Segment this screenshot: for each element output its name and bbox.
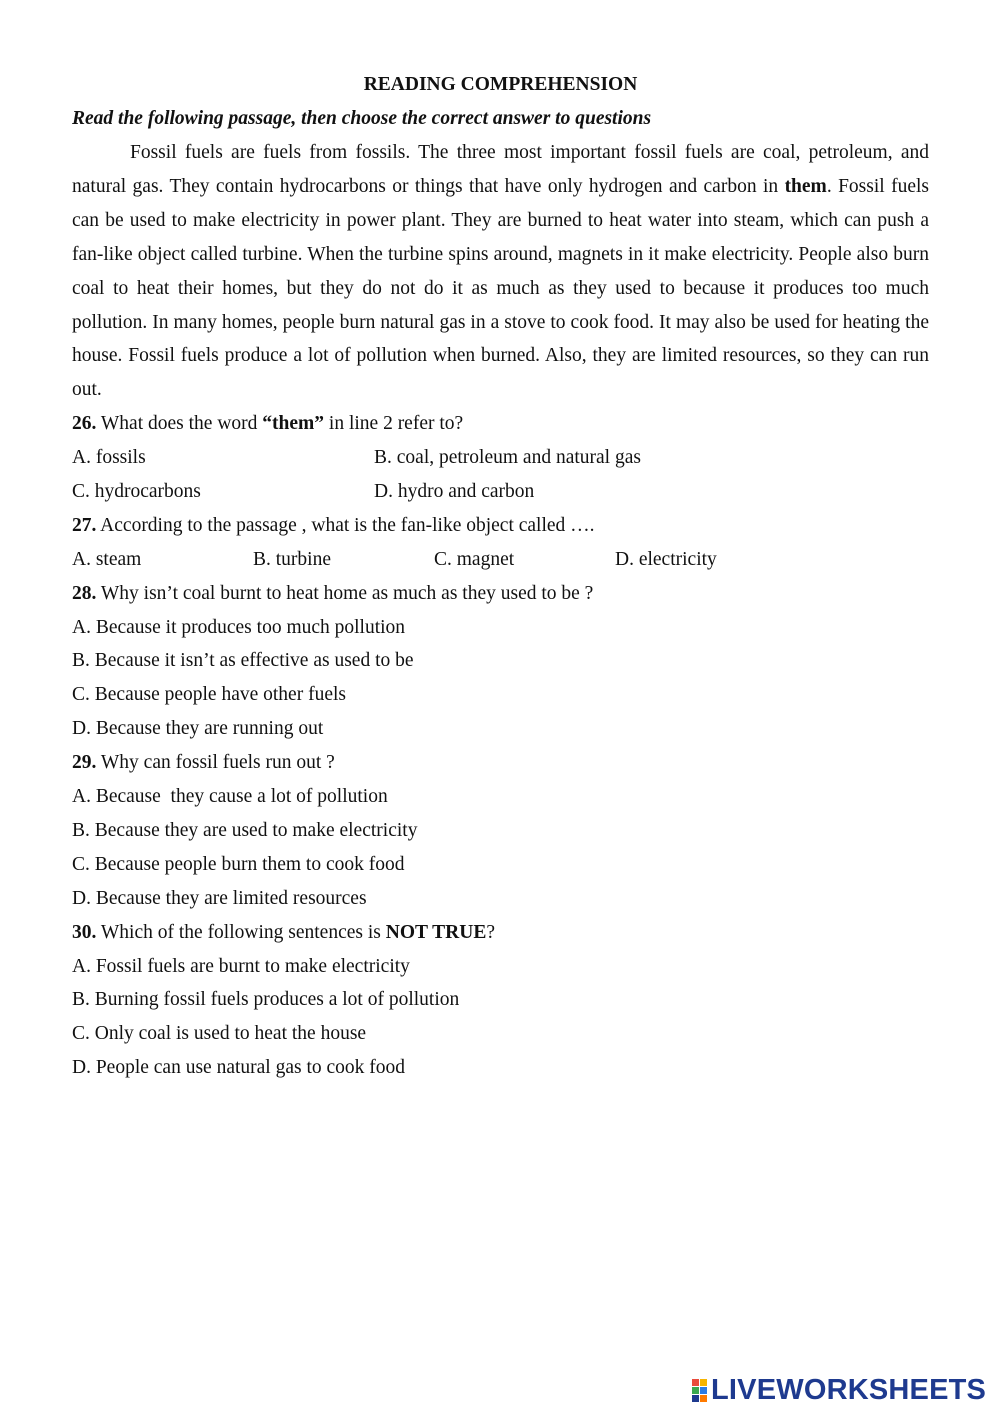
logo-square <box>692 1387 699 1394</box>
logo-square <box>700 1379 707 1386</box>
liveworksheets-logo[interactable] <box>692 1374 986 1406</box>
question-number: 27. <box>72 514 97 536</box>
q26-option-d[interactable]: D. hydro and carbon <box>374 481 535 503</box>
question-text: Why isn’t coal burnt to heat home as much as they used to be ? <box>96 582 594 604</box>
q29-option-a[interactable]: A. Because they cause a lot of pollution <box>72 786 388 808</box>
q30-option-d[interactable]: D. People can use natural gas to cook food <box>72 1057 406 1079</box>
q26-option-b[interactable]: B. coal, petroleum and natural gas <box>374 447 641 469</box>
logo-text: LIVEWORKSHEETS <box>711 1373 987 1406</box>
logo-square <box>700 1395 707 1402</box>
question-29 <box>72 746 929 780</box>
q29-option-d[interactable]: D. Because they are limited resources <box>72 887 367 909</box>
question-27 <box>72 509 929 543</box>
q27-options-row <box>72 543 929 577</box>
q28-option-b[interactable]: B. Because it isn’t as effective as used to be <box>72 650 414 672</box>
q30-option-b[interactable]: B. Burning fossil fuels produces a lot of pollution <box>72 989 460 1011</box>
q29-option-b[interactable]: B. Because they are used to make electricity <box>72 819 418 841</box>
question-30 <box>72 916 929 950</box>
question-number: 30. <box>72 921 97 943</box>
question-text: What does the word <box>96 413 263 435</box>
q28-option-a[interactable]: A. Because it produces too much pollution <box>72 616 406 638</box>
question-number: 26. <box>72 413 97 435</box>
question-text: According to the passage , what is the fan-like object called …. <box>96 514 595 536</box>
question-text: in line 2 refer to? <box>324 413 464 435</box>
q26-options-row-1 <box>72 441 929 475</box>
q27-option-d[interactable]: D. electricity <box>615 548 717 570</box>
q26-option-a[interactable]: A. fossils <box>72 447 146 469</box>
question-bold-text: NOT TRUE <box>385 921 487 943</box>
logo-square <box>692 1395 699 1402</box>
question-text: Why can fossil fuels run out ? <box>96 752 335 774</box>
q28-option-c[interactable]: C. Because people have other fuels <box>72 684 346 706</box>
question-bold-text: “them” <box>262 413 325 435</box>
q28-option-d[interactable]: D. Because they are running out <box>72 718 324 740</box>
q26-options-row-2 <box>72 475 929 509</box>
passage-bold-word: them <box>784 175 827 197</box>
reading-passage <box>72 136 929 407</box>
worksheet-page <box>72 68 929 1085</box>
passage-text-1: Fossil fuels are fuels from fossils. The three most important fossil fuels are coal, petroleum, and natural gas. They contain hydrocarbons or things that have only hydrogen and carbon in <box>72 142 929 197</box>
q29-option-c[interactable]: C. Because people burn them to cook food <box>72 853 405 875</box>
question-text: Which of the following sentences is <box>96 921 386 943</box>
q26-option-c[interactable]: C. hydrocarbons <box>72 481 201 503</box>
instruction: Read the following passage, then choose the correct answer to questions <box>72 108 652 129</box>
question-text: ? <box>486 921 496 943</box>
q30-option-a[interactable]: A. Fossil fuels are burnt to make electricity <box>72 955 410 977</box>
page-title: READING COMPREHENSION <box>363 74 638 95</box>
q27-option-c[interactable]: C. magnet <box>434 548 515 570</box>
passage-text-2: . Fossil fuels can be used to make electricity in power plant. They are burned to heat water into steam, which can push a fan-like object called turbine. When the turbine spins around, magnets in it make electricity. People also burn coal to heat their homes, but they do not do it as much as they used to because it produces too much pollution. In many homes, people burn natural gas in a stove to cook food. It may also be used for heating the house. Fossil fuels produce a lot of pollution when burned. Also, they are limited resources, so they can run out. <box>72 175 930 401</box>
question-26 <box>72 407 929 441</box>
question-number: 28. <box>72 582 97 604</box>
logo-square <box>700 1387 707 1394</box>
question-28 <box>72 577 929 611</box>
q27-option-b[interactable]: B. turbine <box>253 548 331 570</box>
q30-option-c[interactable]: C. Only coal is used to heat the house <box>72 1023 367 1045</box>
q27-option-a[interactable]: A. steam <box>72 548 142 570</box>
logo-mark-icon <box>692 1379 707 1402</box>
logo-square <box>692 1379 699 1386</box>
question-number: 29. <box>72 752 97 774</box>
